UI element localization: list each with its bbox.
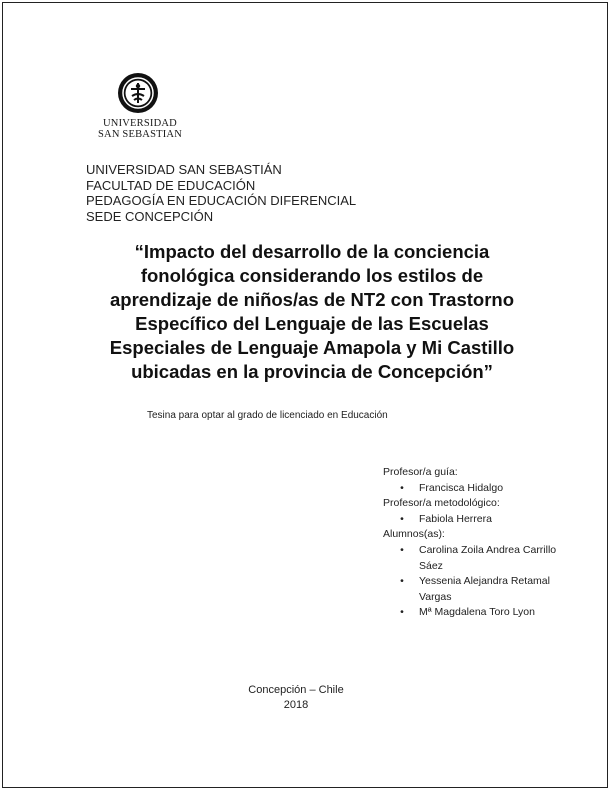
- header-campus: SEDE CONCEPCIÓN: [86, 208, 214, 224]
- place-and-date: [196, 683, 396, 712]
- method-professor-label: Profesor/a metodológico:: [383, 497, 500, 510]
- bullet-icon: •: [400, 512, 404, 525]
- student-name-line: Yessenia Alejandra Retamal: [419, 575, 550, 588]
- title-line: fonológica considerando los estilos de: [140, 265, 484, 286]
- student-name-line: Mª Magdalena Toro Lyon: [419, 606, 535, 619]
- header-program: PEDAGOGÍA EN EDUCACIÓN DIFERENCIAL: [86, 193, 357, 208]
- guide-professor-name: Francisca Hidalgo: [419, 481, 504, 494]
- bullet-icon: •: [400, 575, 404, 588]
- university-seal-icon: [117, 72, 159, 114]
- bullet-icon: •: [400, 606, 404, 619]
- student-item: [383, 605, 583, 621]
- guide-professor-item: [383, 481, 583, 497]
- guide-professor-label: Profesor/a guía:: [383, 466, 458, 478]
- degree-statement: Tesina para optar al grado de licenciado en Educación: [147, 410, 388, 421]
- university-logo-text: [88, 118, 192, 140]
- student-name-line: Sáez: [419, 559, 443, 572]
- university-logo: [88, 70, 192, 150]
- students-label: Alumnos(as):: [383, 528, 445, 541]
- title-line: Específico del Lenguaje de las Escuelas: [135, 313, 489, 334]
- footer-place: Concepción – Chile: [248, 684, 344, 696]
- header-university: UNIVERSIDAD SAN SEBASTIÁN: [86, 162, 282, 177]
- title-line: Especiales de Lenguaje Amapola y Mi Castillo: [109, 337, 515, 358]
- header-faculty: FACULTAD DE EDUCACIÓN: [86, 177, 256, 193]
- student-item: [383, 543, 583, 574]
- student-name-line: Carolina Zoila Andrea Carrillo: [419, 543, 557, 556]
- bullet-icon: •: [400, 481, 404, 494]
- footer-year: 2018: [283, 698, 309, 711]
- student-item: [383, 574, 583, 605]
- logo-line: UNIVERSIDAD: [103, 118, 177, 129]
- institution-header: [86, 162, 486, 224]
- bullet-icon: •: [400, 543, 404, 556]
- thesis-title: [86, 240, 538, 384]
- title-line: aprendizaje de niños/as de NT2 con Trastorno: [109, 289, 514, 310]
- method-professor-item: [383, 512, 583, 528]
- staff-list: [383, 465, 583, 621]
- title-line: ubicadas en la provincia de Concepción”: [131, 361, 493, 382]
- logo-line: SAN SEBASTIAN: [98, 129, 182, 140]
- method-professor-name: Fabiola Herrera: [419, 512, 492, 525]
- student-name-line: Vargas: [419, 590, 452, 603]
- title-line: “Impacto del desarrollo de la conciencia: [134, 241, 490, 262]
